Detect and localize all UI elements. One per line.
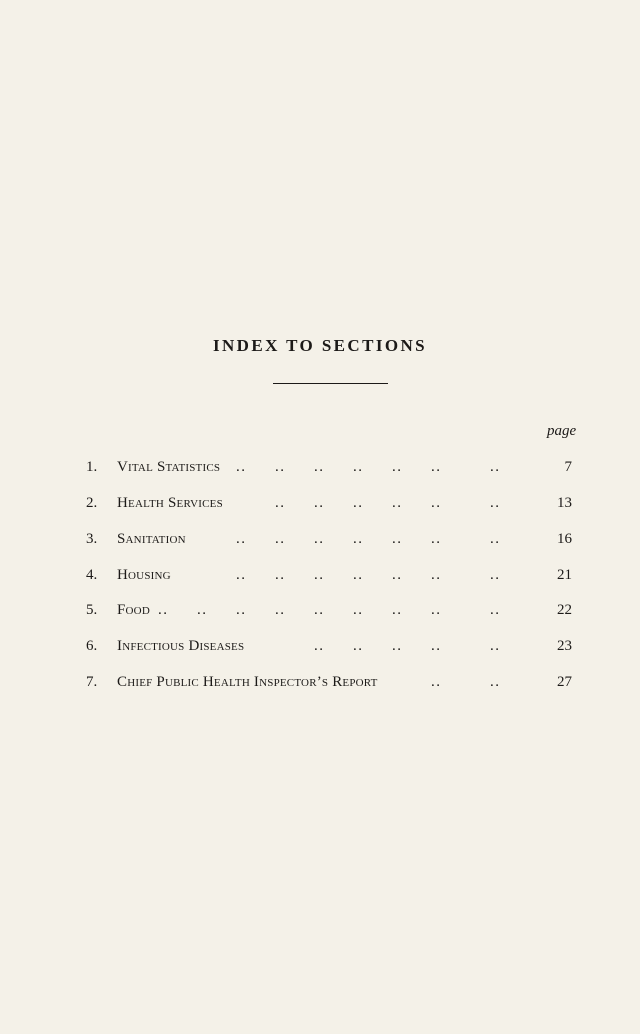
dot-leader: .. — [275, 495, 286, 511]
dot-leader: .. — [353, 602, 364, 618]
dot-leader: .. — [275, 602, 286, 618]
toc-entry-page-number: 21 — [557, 567, 572, 583]
toc-entry-title: Housing — [117, 567, 171, 583]
dot-leader: .. — [314, 602, 325, 618]
dot-leader: .. — [490, 674, 501, 690]
page-column-header: page — [547, 423, 577, 439]
toc-entry-number: 2. — [86, 495, 98, 511]
dot-leader: .. — [431, 602, 442, 618]
page-title: INDEX TO SECTIONS — [212, 336, 427, 355]
dot-leader: .. — [490, 531, 501, 547]
toc-entry-page-number: 27 — [557, 674, 572, 690]
toc-entry-page-number: 22 — [557, 602, 572, 618]
dot-leader: .. — [275, 531, 286, 547]
toc-entry — [0, 638, 640, 662]
dot-leader: .. — [392, 459, 403, 475]
toc-entry-title: Vital Statistics — [117, 459, 221, 475]
dot-leader: .. — [490, 495, 501, 511]
toc-entry-number: 6. — [86, 638, 98, 654]
dot-leader: .. — [490, 638, 501, 654]
dot-leader: .. — [314, 638, 325, 654]
dot-leader: .. — [314, 567, 325, 583]
toc-entry-page-number: 13 — [557, 495, 572, 511]
dot-leader: .. — [353, 638, 364, 654]
toc-entry — [0, 495, 640, 519]
dot-leader: .. — [431, 531, 442, 547]
dot-leader: .. — [392, 495, 403, 511]
dot-leader: .. — [275, 567, 286, 583]
toc-entry-number: 1. — [86, 459, 98, 475]
dot-leader: .. — [197, 602, 208, 618]
dot-leader: .. — [158, 602, 169, 618]
toc-entry-title: Sanitation — [117, 531, 186, 547]
dot-leader: .. — [236, 567, 247, 583]
dot-leader: .. — [490, 602, 501, 618]
toc-entry — [0, 602, 640, 626]
toc-entry-page-number: 16 — [557, 531, 572, 547]
toc-entry-number: 7. — [86, 674, 98, 690]
dot-leader: .. — [314, 495, 325, 511]
dot-leader: .. — [431, 459, 442, 475]
toc-entry — [0, 531, 640, 555]
dot-leader: .. — [392, 567, 403, 583]
toc-entry-title: Chief Public Health Inspector’s Report — [117, 674, 378, 690]
dot-leader: .. — [236, 602, 247, 618]
toc-entry — [0, 567, 640, 591]
toc-entry — [0, 459, 640, 483]
title-underline-rule — [273, 383, 388, 384]
dot-leader: .. — [392, 638, 403, 654]
toc-entry-title: Health Services — [117, 495, 223, 511]
dot-leader: .. — [314, 531, 325, 547]
dot-leader: .. — [353, 531, 364, 547]
toc-entry-number: 5. — [86, 602, 98, 618]
show-through-line — [0, 66, 640, 87]
dot-leader: .. — [392, 531, 403, 547]
toc-entry-page-number: 23 — [557, 638, 572, 654]
toc-entry-number: 4. — [86, 567, 98, 583]
dot-leader: .. — [431, 674, 442, 690]
dot-leader: .. — [431, 567, 442, 583]
dot-leader: .. — [236, 531, 247, 547]
dot-leader: .. — [431, 495, 442, 511]
dot-leader: .. — [236, 459, 247, 475]
dot-leader: .. — [353, 495, 364, 511]
dot-leader: .. — [392, 602, 403, 618]
dot-leader: .. — [353, 459, 364, 475]
dot-leader: .. — [431, 638, 442, 654]
dot-leader: .. — [353, 567, 364, 583]
toc-entry-title: Food — [117, 602, 150, 618]
dot-leader: .. — [490, 459, 501, 475]
toc-entry-title: Infectious Diseases — [117, 638, 245, 654]
dot-leader: .. — [275, 459, 286, 475]
dot-leader: .. — [314, 459, 325, 475]
toc-entry-page-number: 7 — [564, 459, 572, 475]
dot-leader: .. — [490, 567, 501, 583]
toc-entry-number: 3. — [86, 531, 98, 547]
toc-entry — [0, 674, 640, 698]
